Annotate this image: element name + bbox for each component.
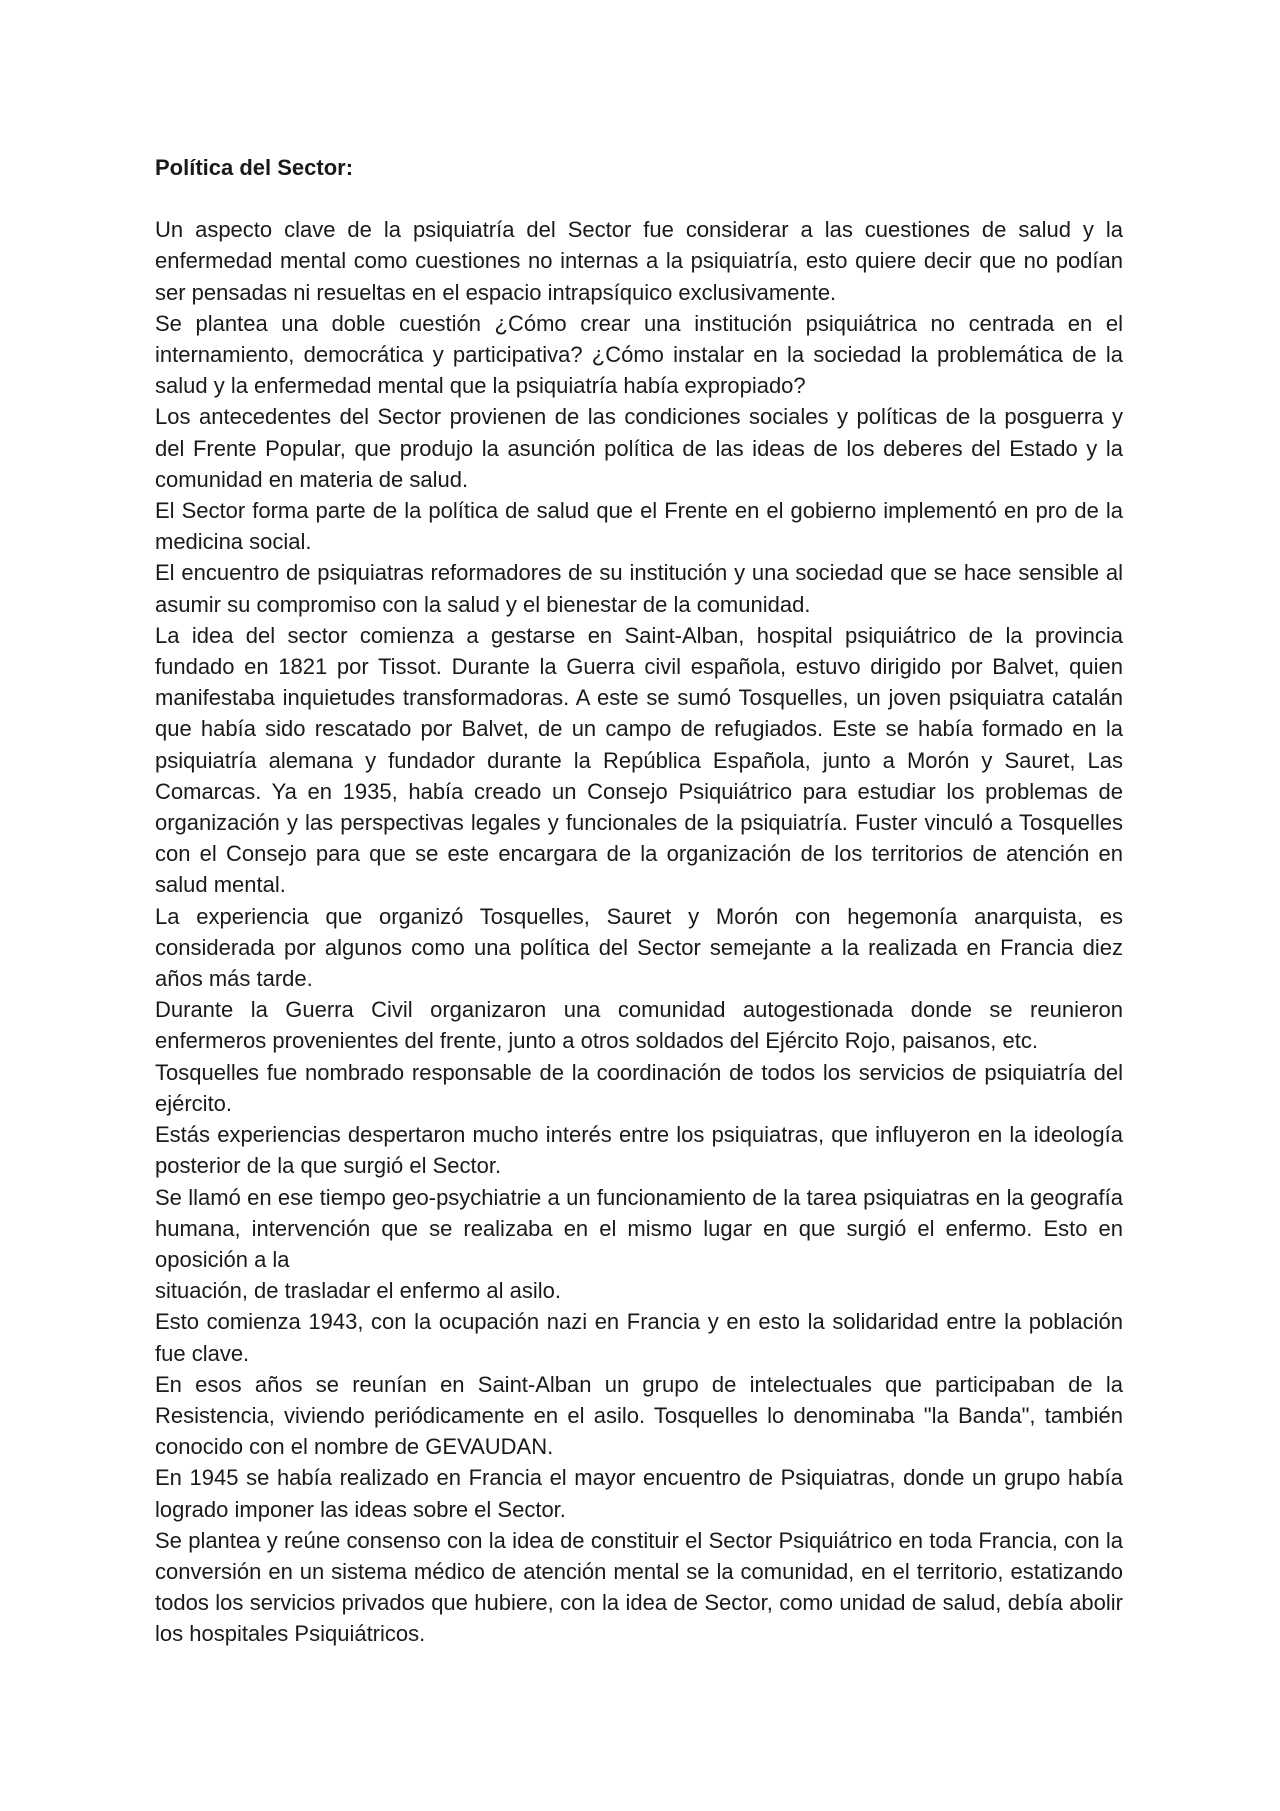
paragraph: Se plantea y reúne consenso con la idea de constituir el Sector Psiquiátrico en toda Francia, con la conversión en un sistema médico de atención mental se la comunidad, en el territorio, estatizando todos los servicios privados que hubiere, con la idea de Sector, como unidad de salud, debía abolir los hospitales Psiquiátricos. [155, 1527, 1123, 1647]
document-page [155, 152, 1123, 1650]
paragraph: Se llamó en ese tiempo geo-psychiatrie a un funcionamiento de la tarea psiquiatras en la geografía humana, intervención que se realizaba en el mismo lugar en que surgió el enfermo. Esto en oposición a la [155, 1184, 1123, 1272]
paragraph: El encuentro de psiquiatras reformadores de su institución y una sociedad que se hace sensible al asumir su compromiso con la salud y el bienestar de la comunidad. [155, 560, 1123, 617]
paragraph: Los antecedentes del Sector provienen de las condiciones sociales y políticas de la posguerra y del Frente Popular, que produjo la asunción política de las ideas de los deberes del Estado y la comunidad en materia de salud. [155, 404, 1123, 492]
paragraph: La experiencia que organizó Tosquelles, Sauret y Morón con hegemonía anarquista, es considerada por algunos como una política del Sector semejante a la realizada en Francia diez años más tarde. [155, 903, 1123, 992]
section-heading: Política del Sector: [155, 155, 354, 180]
paragraph: La idea del sector comienza a gestarse en Saint-Alban, hospital psiquiátrico de la provincia fundado en 1821 por Tissot. Durante la Guerra civil española, estuvo dirigido por Balvet, quien manifestaba inquietudes transformadoras. A este se sumó Tosquelles, un joven psiquiatra catalán que había sido rescatado por Balvet, de un campo de refugiados. Este se había formado en la psiquiatría alemana y fundador durante la República Española, junto a Morón y Sauret, Las Comarcas. Ya en 1935, había creado un Consejo Psiquiátrico para estudiar los problemas de organización y las perspectivas legales y funcionales de la psiquiatría. Fuster vinculó a Tosquelles con el Consejo para que se este encargara de la organización de los territorios de atención en salud mental. [155, 622, 1123, 898]
paragraph: Un aspecto clave de la psiquiatría del Sector fue considerar a las cuestiones de salud y la enfermedad mental como cuestiones no internas a la psiquiatría, esto quiere decir que no podían ser pensadas ni resueltas en el espacio intrapsíquico exclusivamente. [155, 217, 1123, 305]
paragraph: El Sector forma parte de la política de salud que el Frente en el gobierno implementó en pro de la medicina social. [155, 498, 1123, 555]
paragraph: Se plantea una doble cuestión ¿Cómo crear una institución psiquiátrica no centrada en el internamiento, democrática y participativa? ¿Cómo instalar en la sociedad la problemática de la salud y la enfermedad mental que la psiquiatría había expropiado? [155, 310, 1123, 399]
paragraph: En esos años se reunían en Saint-Alban un grupo de intelectuales que participaban de la Resistencia, viviendo periódicamente en el asilo. Tosquelles lo denominaba "la Banda", también conocido con el nombre de GEVAUDAN. [155, 1371, 1123, 1460]
paragraph: situación, de trasladar el enfermo al asilo. [155, 1278, 561, 1304]
paragraph: Esto comienza 1943, con la ocupación nazi en Francia y en esto la solidaridad entre la población fue clave. [155, 1309, 1123, 1366]
paragraph: Tosquelles fue nombrado responsable de la coordinación de todos los servicios de psiquiatría del ejército. [155, 1059, 1123, 1116]
paragraph: Estás experiencias despertaron mucho interés entre los psiquiatras, que influyeron en la ideología posterior de la que surgió el Sector. [155, 1122, 1123, 1179]
paragraph: Durante la Guerra Civil organizaron una comunidad autogestionada donde se reunieron enfermeros provenientes del frente, junto a otros soldados del Ejército Rojo, paisanos, etc. [155, 997, 1123, 1054]
paragraph: En 1945 se había realizado en Francia el mayor encuentro de Psiquiatras, donde un grupo había logrado imponer las ideas sobre el Sector. [155, 1465, 1123, 1522]
